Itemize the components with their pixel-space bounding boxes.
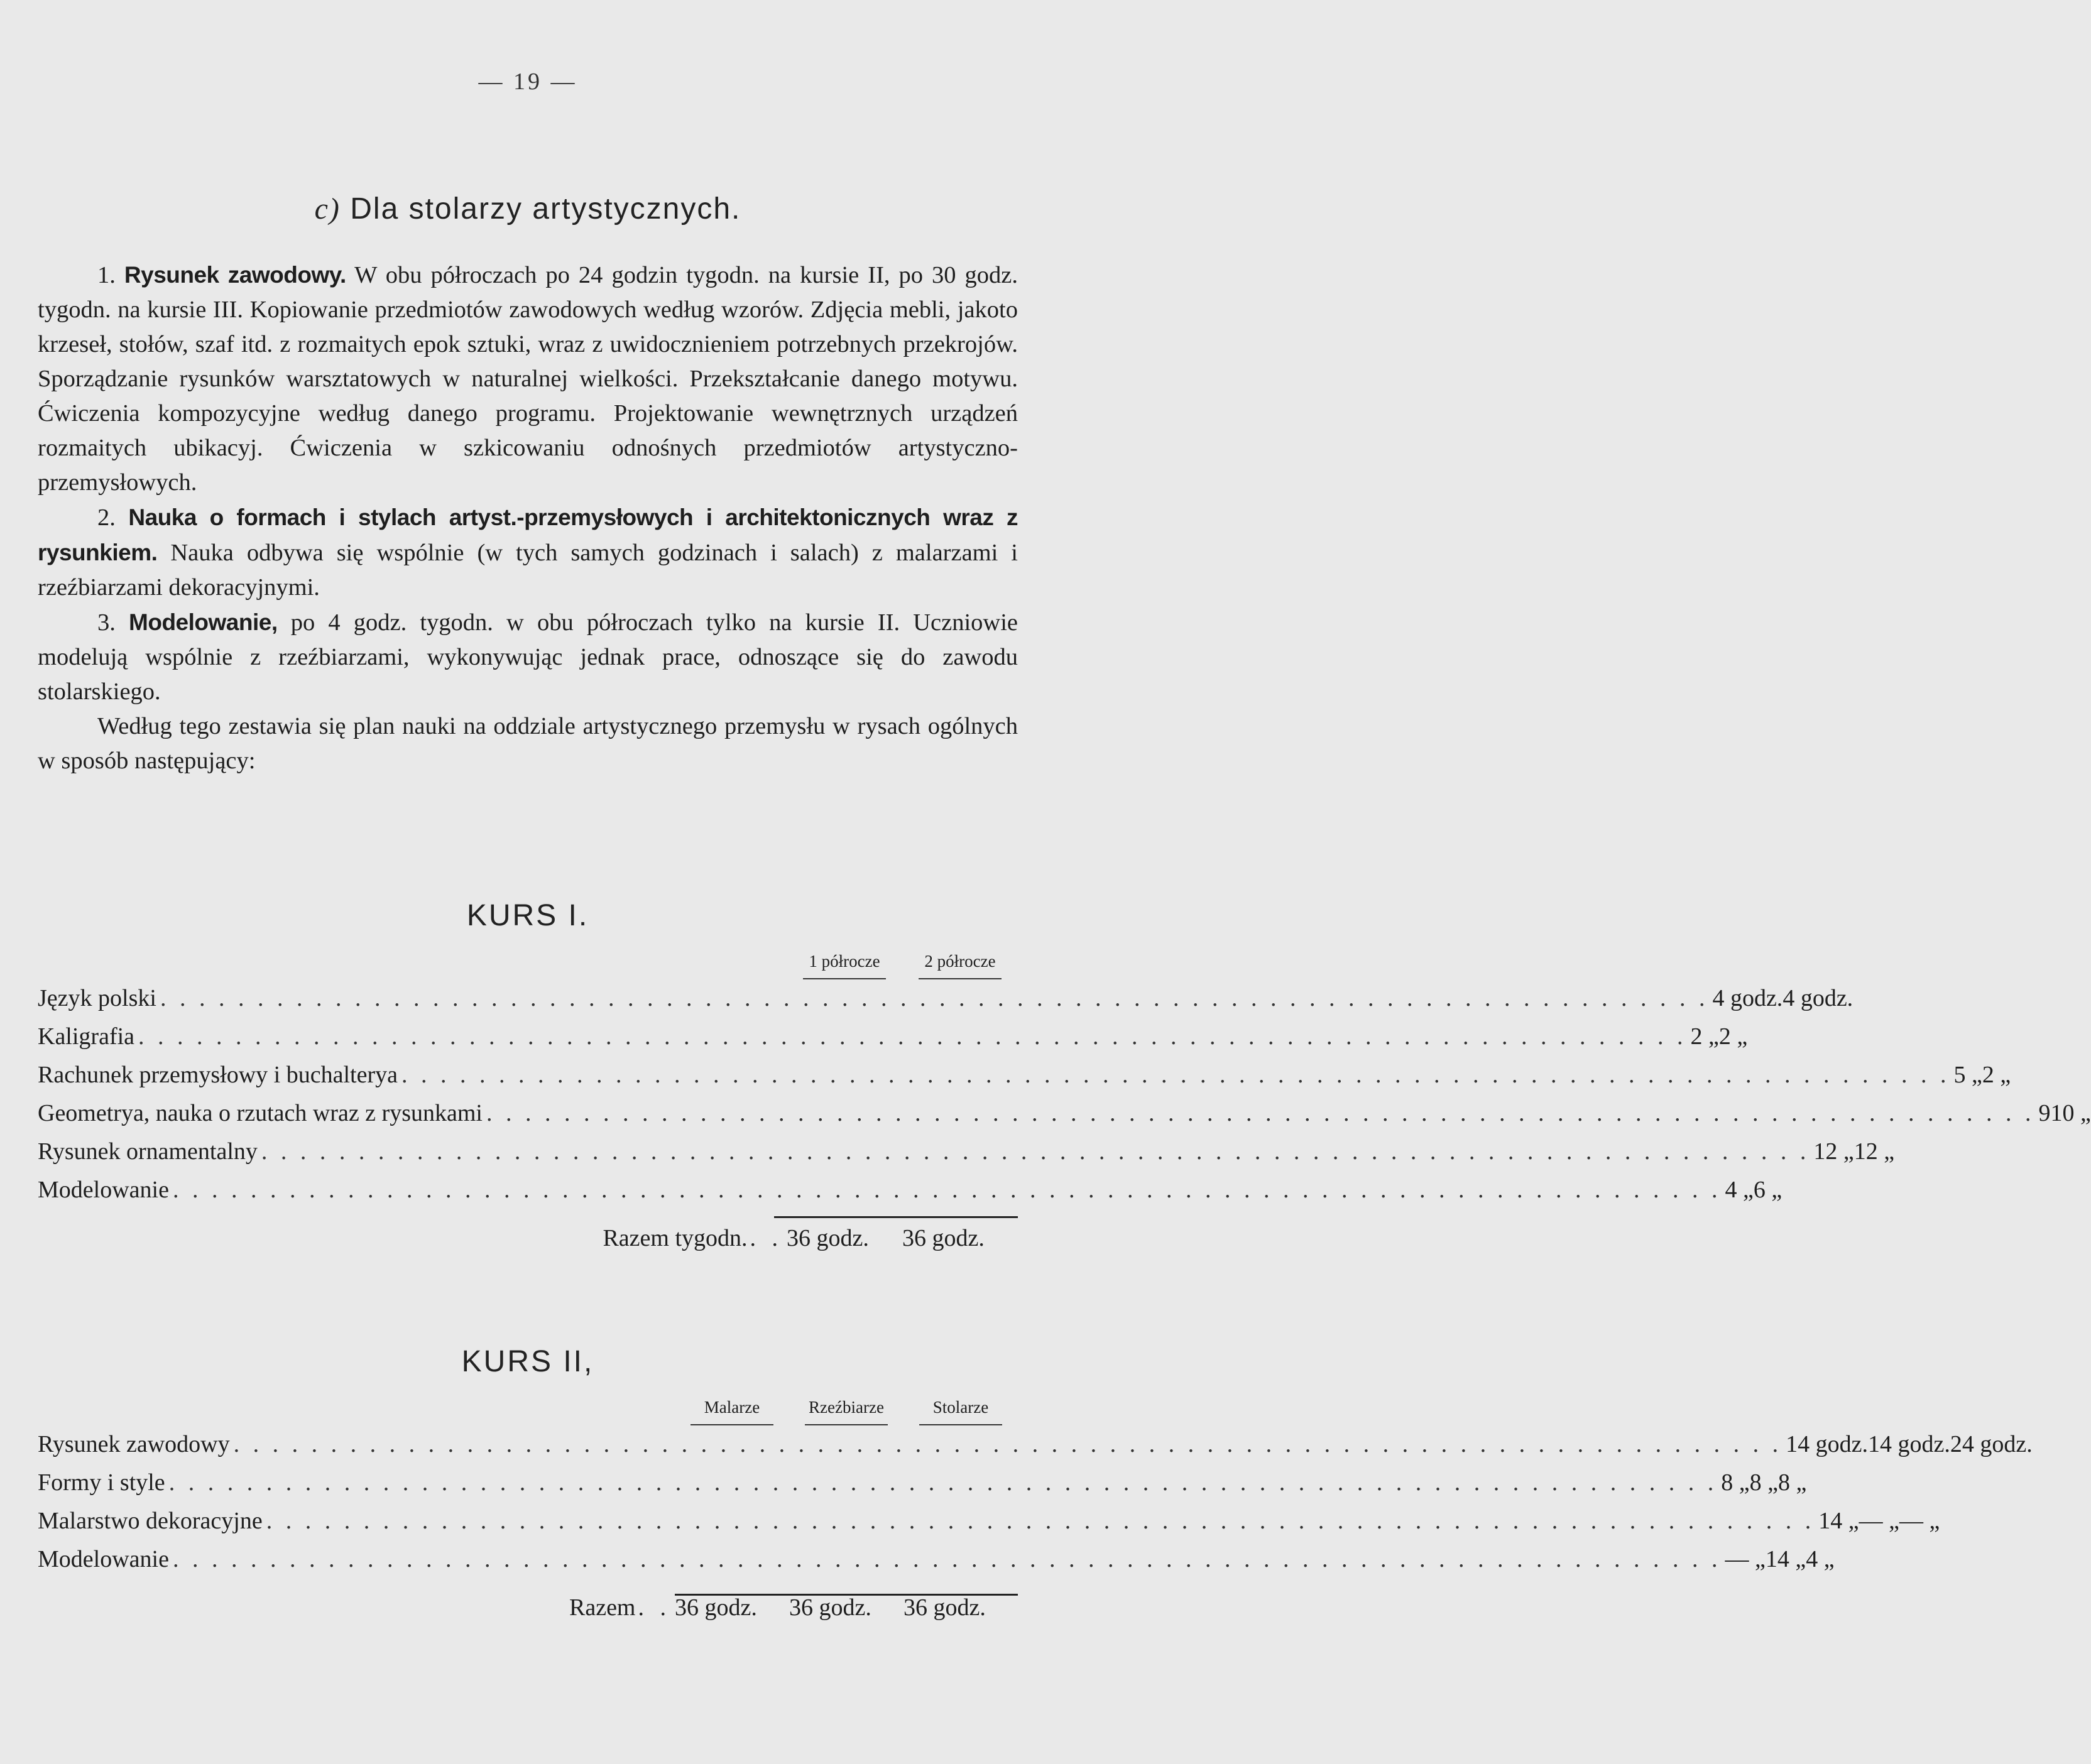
- subject: Język polski: [38, 985, 156, 1011]
- hours: 4 „: [1806, 1546, 1835, 1572]
- total-label: Razem: [569, 1594, 636, 1621]
- kurs1-sum-rule: [774, 1216, 1018, 1218]
- kurs1-column-header: 2 półrocze: [902, 952, 1018, 976]
- subject: Rysunek zawodowy: [38, 1431, 230, 1457]
- hours: 14 godz.: [1867, 1431, 1950, 1457]
- hours: 14 „: [1765, 1546, 1806, 1572]
- paragraph-text: Nauka odbywa się wspólnie (w tych samych godzinach i salach) z malarzami i rzeźbiarzami dekoracyjnymi.: [38, 540, 1018, 601]
- hours: 10 „: [2050, 1100, 2091, 1126]
- subject: Modelowanie: [38, 1177, 169, 1203]
- kurs1-title: KURS I.: [466, 899, 589, 932]
- total-hours: 36 godz.: [902, 1225, 985, 1251]
- table-row: [38, 1099, 2091, 1138]
- paragraph-heading: Rysunek zawodowy.: [124, 262, 346, 288]
- paragraph-number: 3.: [97, 609, 129, 636]
- total-hours: 36 godz.: [675, 1594, 757, 1621]
- kurs2-sum-rule: [675, 1594, 1018, 1596]
- hours: 5 „: [1953, 1062, 1982, 1088]
- table-row: [38, 1507, 1940, 1545]
- kurs2-header: [38, 1398, 1018, 1422]
- subject: Modelowanie: [38, 1546, 169, 1572]
- section-heading: [0, 192, 1056, 226]
- kurs2-column-header: Malarze: [675, 1398, 789, 1422]
- paragraph-heading: Nauka o formach i stylach artyst.-przemysłowych i architektonicznych wraz z rysunkiem.: [38, 504, 1018, 565]
- hours: 2 „: [1690, 1023, 1719, 1050]
- body-text: [38, 258, 1018, 778]
- subject: Rysunek ornamentalny: [38, 1138, 258, 1165]
- paragraph-heading: Modelowanie,: [129, 609, 278, 635]
- hours: 14 godz.: [1786, 1431, 1868, 1457]
- leader-dots: . . . . . . . . . . . . . . . . . . . . . . . . . . . . . . . . . . . . . . . . . . . . . . . . . . . . . . . . . . . . . . . . . . . . . . . . . . . . . . . .: [401, 1062, 1950, 1088]
- kurs1-header: [38, 952, 1018, 976]
- hours: 2 „: [1982, 1062, 2011, 1088]
- leader-dots: . .: [750, 1225, 783, 1251]
- table-row: [38, 1138, 1895, 1176]
- paragraph-4: [38, 709, 1018, 778]
- hours: 4 godz.: [1712, 985, 1783, 1011]
- paragraph-number: 2.: [97, 504, 129, 531]
- paragraph-2: [38, 500, 1018, 605]
- page-number: — 19 —: [478, 68, 577, 95]
- section-letter: c): [314, 192, 341, 226]
- leader-dots: . . . . . . . . . . . . . . . . . . . . . . . . . . . . . . . . . . . . . . . . . . . . . . . . . . . . . . . . . . . . . . . . . . . . . . . . . . . . . . . .: [168, 1469, 1718, 1496]
- leader-dots: . . . . . . . . . . . . . . . . . . . . . . . . . . . . . . . . . . . . . . . . . . . . . . . . . . . . . . . . . . . . . . . . . . . . . . . . . . . . . . . .: [486, 1100, 2035, 1126]
- hours: 24 godz.: [1950, 1431, 2033, 1457]
- subject: Rachunek przemysłowy i buchalterya: [38, 1062, 398, 1088]
- leader-dots: . . . . . . . . . . . . . . . . . . . . . . . . . . . . . . . . . . . . . . . . . . . . . . . . . . . . . . . . . . . . . . . . . . . . . . . . . . . . . . . .: [233, 1431, 1783, 1457]
- table-row: [38, 984, 1854, 1023]
- kurs2-total-row: [38, 1594, 1018, 1631]
- leader-dots: . .: [638, 1594, 671, 1621]
- hours: 2 „: [1718, 1023, 1748, 1050]
- hours: — „: [1859, 1508, 1899, 1534]
- table-row: [38, 1469, 1807, 1507]
- kurs2-title: KURS II,: [461, 1345, 594, 1378]
- subject: Malarstwo dekoracyjne: [38, 1508, 263, 1534]
- section-title: Dla stolarzy artystycznych.: [350, 192, 741, 226]
- paragraph-number: 1.: [97, 262, 124, 288]
- hours: 12 „: [1813, 1138, 1854, 1165]
- table-row: [38, 1023, 1748, 1061]
- table-row: [38, 1061, 2011, 1099]
- total-hours: 36 godz.: [787, 1225, 869, 1251]
- total-hours: 36 godz.: [904, 1594, 986, 1621]
- hours: 12 „: [1854, 1138, 1895, 1165]
- kurs1-total-row: [38, 1224, 1018, 1262]
- table-row: [38, 1545, 1835, 1584]
- leader-dots: . . . . . . . . . . . . . . . . . . . . . . . . . . . . . . . . . . . . . . . . . . . . . . . . . . . . . . . . . . . . . . . . . . . . . . . . . . . . . . . .: [266, 1508, 1815, 1534]
- paragraph-1: [38, 258, 1018, 500]
- hours: 9: [2038, 1100, 2051, 1126]
- table-row: [38, 1176, 1783, 1214]
- hours: 8 „: [1777, 1469, 1807, 1496]
- hours: 6 „: [1753, 1177, 1783, 1203]
- paragraph-text: po 4 godz. tygodn. w obu półroczach tylko na kursie II. Uczniowie modelują wspólnie z rzeźbiarzami, wykonywując jednak prace, odnoszące się do zawodu stolarskiego.: [38, 609, 1018, 705]
- paragraph-text: W obu półroczach po 24 godzin tygodn. na kursie II, po 30 godz. tygodn. na kursie III. Kopiowanie przedmiotów zawodowych według wzorów. Zdjęcia mebli, jakoto krzeseł, stołów, szaf itd. z rozmaitych epok sztuki, wraz z uwidocznieniem potrzebnych przekrojów. Sporządzanie rysunków warsztatowych w naturalnej wielkości. Przekształcanie danego motywu. Ćwiczenia kompozycyjne według danego programu. Projektowanie wewnętrznych urządzeń rozmaitych ubikacyj. Ćwiczenia w szkicowaniu odnośnych przedmiotów artystyczno-przemysłowych.: [38, 262, 1018, 496]
- hours: 8 „: [1749, 1469, 1778, 1496]
- kurs1-column-header: 1 półrocze: [787, 952, 902, 976]
- paragraph-3: [38, 605, 1018, 709]
- hours: — „: [1725, 1546, 1766, 1572]
- hours: — „: [1899, 1508, 1940, 1534]
- leader-dots: . . . . . . . . . . . . . . . . . . . . . . . . . . . . . . . . . . . . . . . . . . . . . . . . . . . . . . . . . . . . . . . . . . . . . . . . . . . . . . . .: [138, 1023, 1687, 1050]
- subject: Kaligrafia: [38, 1023, 135, 1050]
- leader-dots: . . . . . . . . . . . . . . . . . . . . . . . . . . . . . . . . . . . . . . . . . . . . . . . . . . . . . . . . . . . . . . . . . . . . . . . . . . . . . . . .: [261, 1138, 1810, 1165]
- kurs2-column-header: Stolarze: [904, 1398, 1018, 1422]
- leader-dots: . . . . . . . . . . . . . . . . . . . . . . . . . . . . . . . . . . . . . . . . . . . . . . . . . . . . . . . . . . . . . . . . . . . . . . . . . . . . . . . .: [160, 985, 1709, 1011]
- leader-dots: . . . . . . . . . . . . . . . . . . . . . . . . . . . . . . . . . . . . . . . . . . . . . . . . . . . . . . . . . . . . . . . . . . . . . . . . . . . . . . . .: [172, 1177, 1722, 1203]
- table-row: [38, 1430, 2033, 1469]
- leader-dots: . . . . . . . . . . . . . . . . . . . . . . . . . . . . . . . . . . . . . . . . . . . . . . . . . . . . . . . . . . . . . . . . . . . . . . . . . . . . . . . .: [172, 1546, 1722, 1572]
- kurs2-column-header: Rzeźbiarze: [789, 1398, 904, 1422]
- total-label: Razem tygodn.: [603, 1225, 748, 1251]
- total-hours: 36 godz.: [789, 1594, 871, 1621]
- hours: 14 „: [1818, 1508, 1859, 1534]
- subject: Geometrya, nauka o rzutach wraz z rysunkami: [38, 1100, 483, 1126]
- kurs2-table: [38, 1398, 2033, 1631]
- hours: 4 godz.: [1783, 985, 1854, 1011]
- hours: 8 „: [1721, 1469, 1750, 1496]
- hours: 4 „: [1725, 1177, 1754, 1203]
- subject: Formy i style: [38, 1469, 165, 1496]
- kurs1-table: [38, 952, 2091, 1262]
- paragraph-text: Według tego zestawia się plan nauki na oddziale artystycznego przemysłu w rysach ogólnych w sposób następujący:: [38, 713, 1018, 774]
